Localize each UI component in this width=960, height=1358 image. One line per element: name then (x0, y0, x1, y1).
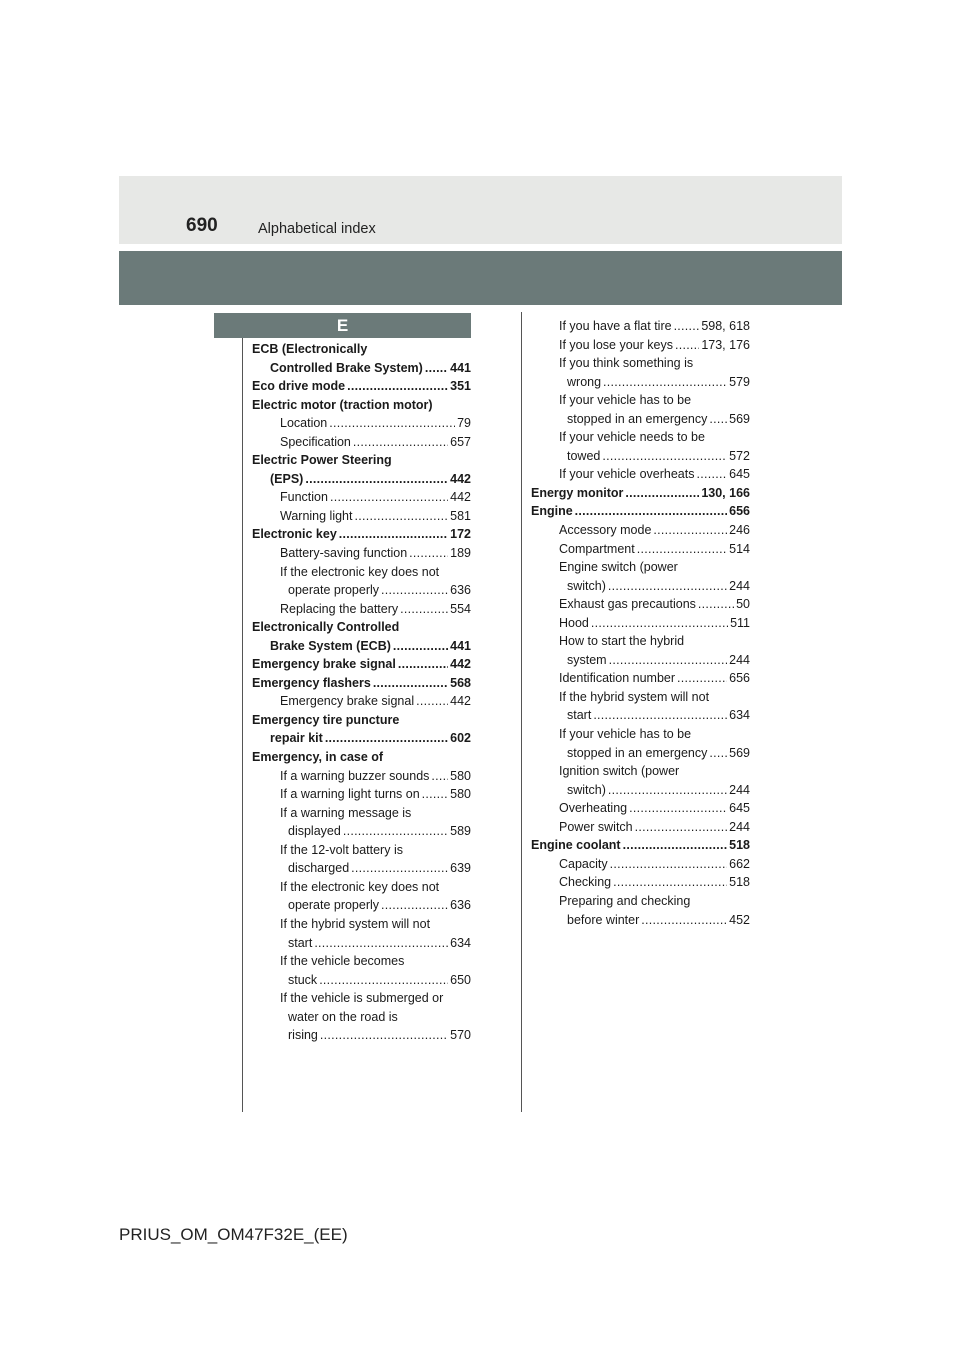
column-divider-left (242, 338, 243, 1112)
index-entry (531, 781, 750, 800)
column-divider-right (521, 312, 522, 1112)
index-entry-page: 656 (729, 504, 750, 519)
index-entry-page: 514 (729, 541, 750, 556)
index-entry-page: 602 (450, 731, 471, 746)
dot-leader (653, 521, 727, 540)
index-entry-term: displayed (288, 824, 341, 839)
index-entry (252, 767, 471, 786)
index-entry (252, 674, 471, 693)
index-entry-page: 645 (729, 467, 750, 482)
dot-leader (422, 785, 448, 804)
dot-leader (325, 729, 448, 748)
index-entry (531, 725, 750, 744)
index-entry-term: If the vehicle is submerged or (280, 991, 444, 1006)
index-entry-page: 452 (729, 912, 750, 927)
index-entry-page: 442 (450, 657, 471, 672)
index-entry-term: Ignition switch (power (559, 764, 680, 779)
index-entry (252, 1026, 471, 1045)
index-entry (252, 470, 471, 489)
index-entry-term: stopped in an emergency (567, 411, 708, 426)
index-entry-term: If your vehicle has to be (559, 727, 692, 742)
index-entry (252, 396, 471, 415)
page-title: Alphabetical index (258, 221, 376, 237)
dot-leader (709, 744, 727, 763)
index-entry-term: operate properly (288, 583, 380, 598)
index-entry-page: 656 (729, 671, 750, 686)
index-entry-page: 657 (450, 434, 471, 449)
index-entry-term: Preparing and checking (559, 893, 691, 908)
index-entry-page: 580 (450, 768, 471, 783)
index-entry-page: 246 (729, 523, 750, 538)
dot-leader (610, 855, 728, 874)
index-entry-term: Engine coolant (531, 838, 621, 853)
index-entry (252, 896, 471, 915)
dot-leader (575, 502, 727, 521)
section-letter-tab: E (214, 313, 471, 338)
index-entry-term: How to start the hybrid (559, 634, 685, 649)
index-entry (531, 391, 750, 410)
index-entry-term: If you lose your keys (559, 337, 673, 352)
index-entry-term: Controlled Brake System) (270, 360, 423, 375)
index-entry-page: 579 (729, 374, 750, 389)
index-entry (252, 525, 471, 544)
dot-leader (623, 836, 728, 855)
index-entry (531, 911, 750, 930)
index-entry-term: Engine (531, 504, 573, 519)
index-entry (531, 744, 750, 763)
dot-leader (677, 669, 727, 688)
index-entry-term: If the hybrid system will not (280, 916, 431, 931)
index-entry-page: 244 (729, 782, 750, 797)
index-entry (252, 804, 471, 823)
index-entry-term: If a warning buzzer sounds (280, 768, 430, 783)
index-entry-page: 570 (450, 1028, 471, 1043)
index-entry-term: Emergency brake signal (252, 657, 396, 672)
index-entry-term: Emergency tire puncture (252, 712, 400, 727)
index-entry-term: Hood (559, 615, 589, 630)
index-entry (252, 433, 471, 452)
index-entry-term: If you think something is (559, 356, 694, 371)
index-entry-page: 636 (450, 583, 471, 598)
dot-leader (674, 317, 700, 336)
dot-leader (603, 373, 727, 392)
index-entry-term: Identification number (559, 671, 676, 686)
index-entry-page: 442 (450, 471, 471, 486)
index-entry-term: Function (280, 490, 328, 505)
index-entry-term: towed (567, 448, 601, 463)
index-entry (252, 989, 471, 1008)
index-column-left (252, 340, 471, 1045)
dot-leader (330, 488, 448, 507)
index-entry-term: Exhaust gas precautions (559, 597, 696, 612)
dot-leader (381, 896, 448, 915)
index-entry-term: If the 12-volt battery is (280, 842, 403, 857)
index-entry (531, 799, 750, 818)
dot-leader (602, 447, 727, 466)
dot-leader (400, 600, 448, 619)
index-entry-term: rising (288, 1028, 318, 1043)
index-entry-term: stuck (288, 972, 318, 987)
index-entry-term: If the vehicle becomes (280, 954, 405, 969)
index-entry-term: If your vehicle has to be (559, 393, 692, 408)
index-entry-term: If a warning light turns on (280, 787, 420, 802)
index-entry-page: 130, 166 (701, 485, 750, 500)
index-entry-term: switch) (567, 782, 606, 797)
index-entry (531, 484, 750, 503)
index-entry-term: switch) (567, 578, 606, 593)
index-entry (252, 971, 471, 990)
index-entry (252, 359, 471, 378)
index-entry-page: 568 (450, 675, 471, 690)
index-entry-page: 554 (450, 601, 471, 616)
index-column-right (531, 317, 750, 929)
dot-leader (591, 614, 728, 633)
dot-leader (305, 470, 448, 489)
index-entry (252, 1008, 471, 1027)
index-entry (531, 336, 750, 355)
index-entry (252, 952, 471, 971)
index-entry-page: 441 (450, 638, 471, 653)
index-entry-page: 442 (450, 694, 471, 709)
dot-leader (425, 359, 448, 378)
index-entry (252, 655, 471, 674)
dot-leader (351, 859, 448, 878)
index-entry-term: If your vehicle needs to be (559, 430, 705, 445)
dot-leader (675, 336, 699, 355)
index-entry-page: 645 (729, 801, 750, 816)
index-entry (252, 414, 471, 433)
index-entry (252, 581, 471, 600)
index-entry-page: 636 (450, 898, 471, 913)
index-entry-page: 244 (729, 819, 750, 834)
index-entry (252, 785, 471, 804)
dot-leader (593, 706, 727, 725)
dot-leader (343, 822, 448, 841)
index-entry (531, 410, 750, 429)
page-number: 690 (186, 215, 218, 236)
index-entry (531, 577, 750, 596)
index-entry-term: start (567, 708, 592, 723)
index-entry (252, 878, 471, 897)
index-entry-term: If the electronic key does not (280, 564, 440, 579)
index-entry-term: Electronic key (252, 527, 337, 542)
index-entry (531, 892, 750, 911)
index-entry-page: 662 (729, 856, 750, 871)
dot-leader (381, 581, 448, 600)
dot-leader (629, 799, 727, 818)
index-entry-page: 173, 176 (701, 337, 750, 352)
index-entry-term: discharged (288, 861, 350, 876)
index-entry (531, 614, 750, 633)
index-entry-term: Specification (280, 434, 351, 449)
index-entry-term: If your vehicle overheats (559, 467, 695, 482)
index-entry (531, 540, 750, 559)
dot-leader (608, 781, 727, 800)
index-entry-page: 442 (450, 490, 471, 505)
index-entry (252, 915, 471, 934)
index-entry (531, 651, 750, 670)
index-entry (252, 377, 471, 396)
index-entry-term: If the electronic key does not (280, 879, 440, 894)
index-entry (531, 688, 750, 707)
index-entry (252, 507, 471, 526)
index-entry (531, 428, 750, 447)
index-entry-term: Capacity (559, 856, 608, 871)
document-code: PRIUS_OM_OM47F32E_(EE) (119, 1225, 348, 1244)
index-entry-page: 511 (730, 615, 750, 630)
index-entry-term: Brake System (ECB) (270, 638, 391, 653)
index-entry (531, 521, 750, 540)
index-entry-page: 650 (450, 972, 471, 987)
index-entry-term: Emergency brake signal (280, 694, 415, 709)
dot-leader (637, 540, 727, 559)
index-entry (252, 748, 471, 767)
index-entry-term: Electric Power Steering (252, 453, 392, 468)
dot-leader (625, 484, 699, 503)
index-entry-page: 572 (729, 448, 750, 463)
index-entry (252, 340, 471, 359)
dot-leader (314, 934, 448, 953)
header-bar (119, 251, 842, 305)
dot-leader (319, 971, 448, 990)
index-entry-page: 50 (736, 597, 750, 612)
index-entry-page: 172 (450, 527, 471, 542)
index-entry-term: If the hybrid system will not (559, 689, 710, 704)
index-entry-term: Engine switch (power (559, 560, 678, 575)
index-entry (531, 317, 750, 336)
index-entry-term: Battery-saving function (280, 546, 408, 561)
index-entry (252, 563, 471, 582)
index-entry (531, 762, 750, 781)
index-entry-page: 569 (729, 745, 750, 760)
dot-leader (609, 651, 728, 670)
dot-leader (355, 507, 449, 526)
dot-leader (320, 1026, 448, 1045)
index-entry (252, 729, 471, 748)
index-entry (252, 451, 471, 470)
index-entry-term: Emergency flashers (252, 675, 371, 690)
index-entry-term: Accessory mode (559, 523, 652, 538)
index-entry (252, 544, 471, 563)
index-entry (531, 558, 750, 577)
index-entry (252, 692, 471, 711)
index-entry-term: Electronically Controlled (252, 620, 400, 635)
index-entry-page: 244 (729, 578, 750, 593)
dot-leader (347, 377, 448, 396)
index-entry-page: 518 (729, 875, 750, 890)
index-entry (531, 873, 750, 892)
index-entry-term: start (288, 935, 313, 950)
index-entry-term: system (567, 652, 607, 667)
index-entry (531, 373, 750, 392)
index-entry-term: water on the road is (288, 1009, 398, 1024)
index-entry (531, 354, 750, 373)
index-entry (531, 465, 750, 484)
dot-leader (697, 465, 728, 484)
index-entry (252, 859, 471, 878)
dot-leader (373, 674, 448, 693)
index-entry-page: 639 (450, 861, 471, 876)
dot-leader (393, 637, 448, 656)
index-entry-term: repair kit (270, 731, 323, 746)
index-entry-term: If a warning message is (280, 805, 412, 820)
index-entry (252, 600, 471, 619)
index-entry (531, 818, 750, 837)
index-entry (531, 669, 750, 688)
index-entry-term: Warning light (280, 508, 353, 523)
index-entry-term: Power switch (559, 819, 633, 834)
dot-leader (409, 544, 448, 563)
dot-leader (398, 655, 448, 674)
header-band (119, 176, 842, 244)
index-entry-page: 569 (729, 411, 750, 426)
dot-leader (613, 873, 727, 892)
index-entry (531, 447, 750, 466)
index-entry (252, 711, 471, 730)
index-entry-term: Location (280, 416, 328, 431)
dot-leader (698, 595, 734, 614)
index-entry-term: Energy monitor (531, 485, 624, 500)
dot-leader (339, 525, 448, 544)
index-entry (531, 706, 750, 725)
dot-leader (431, 767, 448, 786)
index-entry-page: 580 (450, 787, 471, 802)
index-entry-page: 518 (729, 838, 750, 853)
index-entry-page: 589 (450, 824, 471, 839)
index-entry-term: Checking (559, 875, 612, 890)
index-entry-term: Eco drive mode (252, 379, 346, 394)
index-entry-page: 244 (729, 652, 750, 667)
index-entry-page: 634 (729, 708, 750, 723)
index-entry (252, 841, 471, 860)
index-entry (531, 502, 750, 521)
index-entry-page: 189 (450, 546, 471, 561)
dot-leader (608, 577, 727, 596)
index-entry-page: 634 (450, 935, 471, 950)
index-entry-term: If you have a flat tire (559, 319, 672, 333)
dot-leader (329, 414, 455, 433)
index-entry (531, 595, 750, 614)
index-entry-term: ECB (Electronically (252, 342, 368, 356)
index-entry-page: 79 (457, 416, 471, 431)
index-entry (531, 855, 750, 874)
index-entry-term: Compartment (559, 541, 635, 556)
index-entry-term: Replacing the battery (280, 601, 399, 616)
index-entry-term: before winter (567, 912, 640, 927)
dot-leader (709, 410, 727, 429)
index-entry (252, 822, 471, 841)
index-entry-term: Overheating (559, 801, 628, 816)
index-entry (531, 632, 750, 651)
index-entry-term: Emergency, in case of (252, 750, 384, 765)
index-entry (252, 637, 471, 656)
dot-leader (641, 911, 727, 930)
index-entry-page: 441 (450, 360, 471, 375)
index-entry-page: 581 (450, 508, 471, 523)
index-entry-term: stopped in an emergency (567, 745, 708, 760)
index-entry (252, 488, 471, 507)
dot-leader (416, 692, 448, 711)
index-entry (252, 618, 471, 637)
index-entry-term: wrong (567, 374, 602, 389)
index-entry (531, 836, 750, 855)
index-entry-page: 351 (450, 379, 471, 394)
dot-leader (353, 433, 448, 452)
dot-leader (635, 818, 728, 837)
index-entry-term: operate properly (288, 898, 380, 913)
index-entry-term: (EPS) (270, 471, 304, 486)
index-entry-term: Electric motor (traction motor) (252, 397, 433, 412)
index-entry (252, 934, 471, 953)
index-entry-page: 598, 618 (701, 319, 750, 333)
